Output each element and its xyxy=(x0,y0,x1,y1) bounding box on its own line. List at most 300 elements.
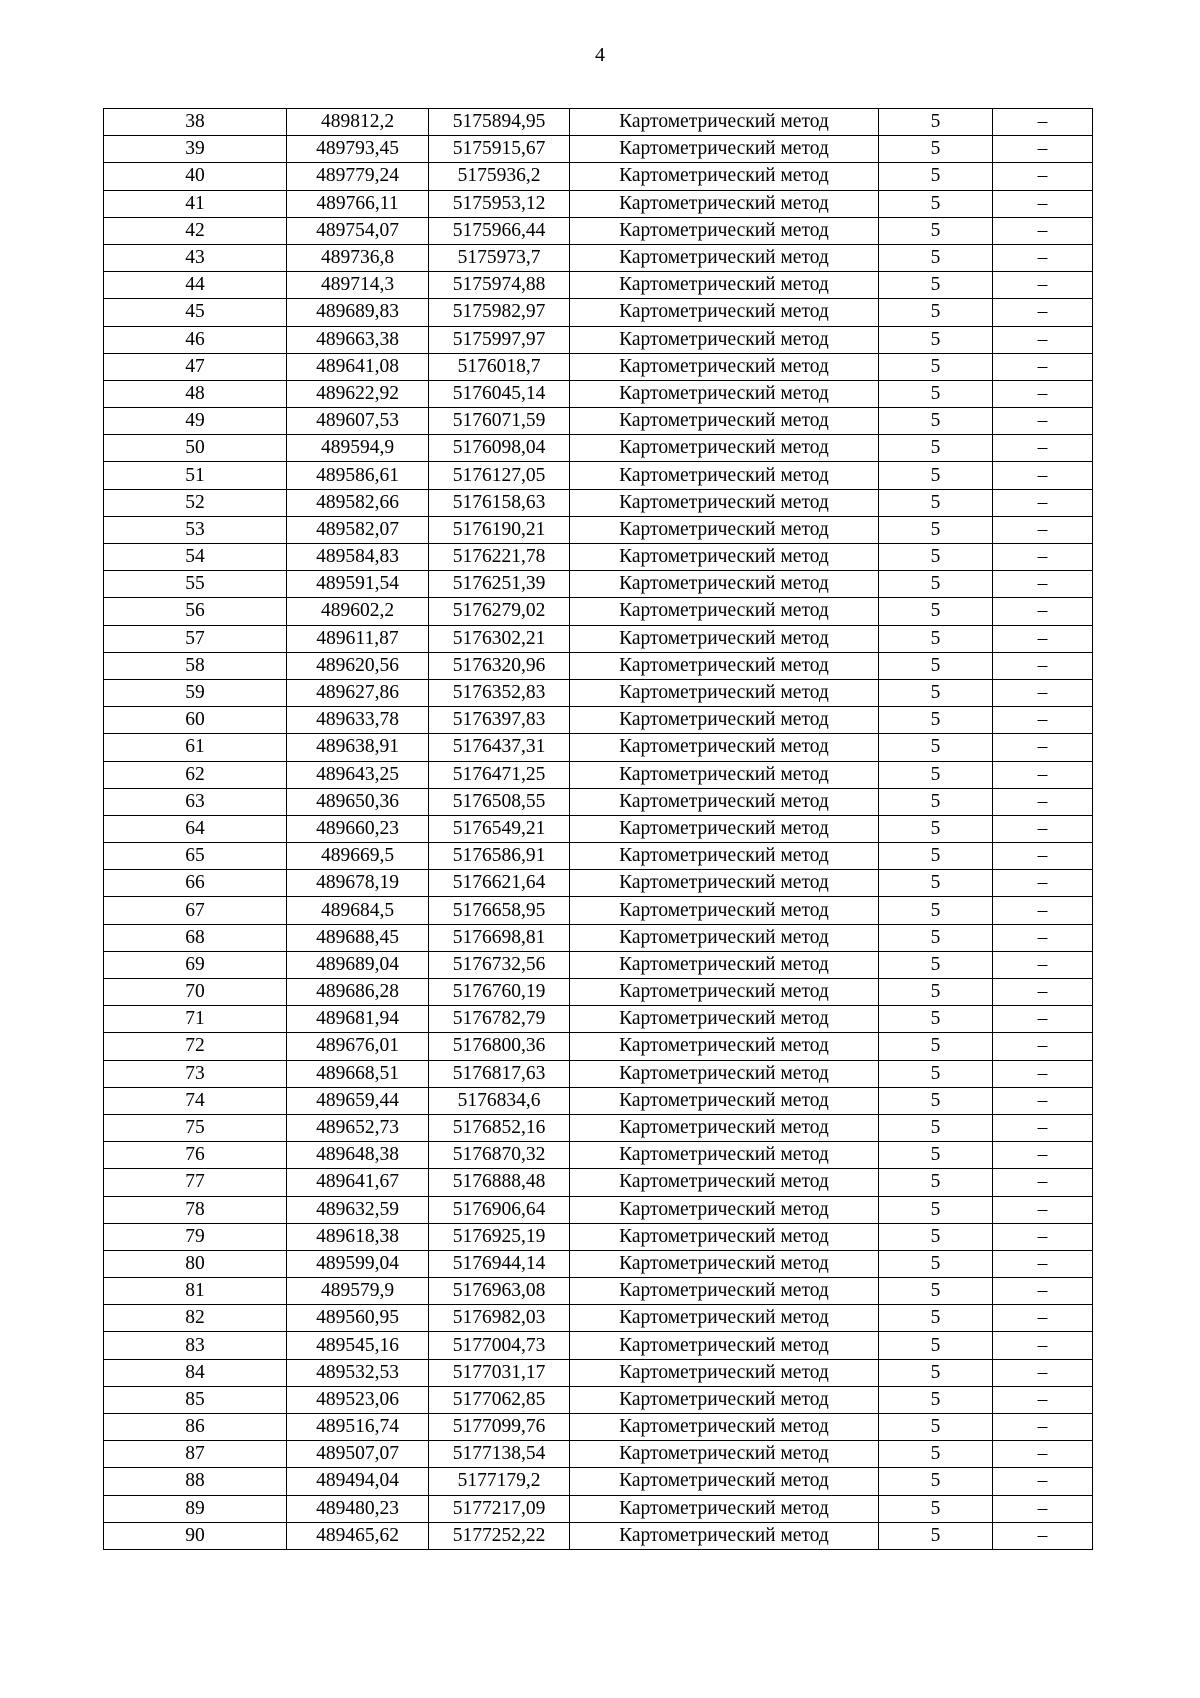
x-coordinate-cell: 489599,04 xyxy=(287,1250,429,1277)
method-cell: Картометрический метод xyxy=(570,870,879,897)
x-coordinate-cell: 489611,87 xyxy=(287,625,429,652)
y-coordinate-cell: 5176397,83 xyxy=(429,707,570,734)
method-cell: Картометрический метод xyxy=(570,1006,879,1033)
x-coordinate-cell: 489736,8 xyxy=(287,244,429,271)
y-coordinate-cell: 5176906,64 xyxy=(429,1196,570,1223)
method-cell: Картометрический метод xyxy=(570,679,879,706)
method-cell: Картометрический метод xyxy=(570,1033,879,1060)
method-cell: Картометрический метод xyxy=(570,1305,879,1332)
point-number-cell: 87 xyxy=(104,1441,287,1468)
point-number-cell: 85 xyxy=(104,1386,287,1413)
method-cell: Картометрический метод xyxy=(570,380,879,407)
x-coordinate-cell: 489638,91 xyxy=(287,734,429,761)
description-cell: – xyxy=(993,707,1093,734)
description-cell: – xyxy=(993,1441,1093,1468)
y-coordinate-cell: 5176760,19 xyxy=(429,979,570,1006)
point-number-cell: 84 xyxy=(104,1359,287,1386)
accuracy-cell: 5 xyxy=(879,897,993,924)
table-row xyxy=(104,979,1093,1006)
accuracy-cell: 5 xyxy=(879,544,993,571)
point-number-cell: 66 xyxy=(104,870,287,897)
accuracy-cell: 5 xyxy=(879,707,993,734)
method-cell: Картометрический метод xyxy=(570,788,879,815)
accuracy-cell: 5 xyxy=(879,734,993,761)
point-number-cell: 81 xyxy=(104,1278,287,1305)
description-cell: – xyxy=(993,843,1093,870)
accuracy-cell: 5 xyxy=(879,1060,993,1087)
method-cell: Картометрический метод xyxy=(570,1359,879,1386)
y-coordinate-cell: 5176782,79 xyxy=(429,1006,570,1033)
description-cell: – xyxy=(993,163,1093,190)
method-cell: Картометрический метод xyxy=(570,815,879,842)
page-number: 4 xyxy=(595,44,605,66)
table-row xyxy=(104,462,1093,489)
point-number-cell: 63 xyxy=(104,788,287,815)
x-coordinate-cell: 489812,2 xyxy=(287,109,429,136)
point-number-cell: 57 xyxy=(104,625,287,652)
accuracy-cell: 5 xyxy=(879,190,993,217)
method-cell: Картометрический метод xyxy=(570,544,879,571)
x-coordinate-cell: 489602,2 xyxy=(287,598,429,625)
y-coordinate-cell: 5175894,95 xyxy=(429,109,570,136)
table-row xyxy=(104,1359,1093,1386)
accuracy-cell: 5 xyxy=(879,1169,993,1196)
accuracy-cell: 5 xyxy=(879,1414,993,1441)
accuracy-cell: 5 xyxy=(879,979,993,1006)
description-cell: – xyxy=(993,353,1093,380)
table-row xyxy=(104,598,1093,625)
method-cell: Картометрический метод xyxy=(570,1196,879,1223)
accuracy-cell: 5 xyxy=(879,1250,993,1277)
y-coordinate-cell: 5175997,97 xyxy=(429,326,570,353)
y-coordinate-cell: 5176437,31 xyxy=(429,734,570,761)
table-row xyxy=(104,707,1093,734)
x-coordinate-cell: 489507,07 xyxy=(287,1441,429,1468)
point-number-cell: 67 xyxy=(104,897,287,924)
x-coordinate-cell: 489660,23 xyxy=(287,815,429,842)
description-cell: – xyxy=(993,625,1093,652)
y-coordinate-cell: 5177138,54 xyxy=(429,1441,570,1468)
point-number-cell: 55 xyxy=(104,571,287,598)
table-row xyxy=(104,435,1093,462)
x-coordinate-cell: 489663,38 xyxy=(287,326,429,353)
accuracy-cell: 5 xyxy=(879,299,993,326)
table-row xyxy=(104,1250,1093,1277)
table-row xyxy=(104,1223,1093,1250)
description-cell: – xyxy=(993,1223,1093,1250)
description-cell: – xyxy=(993,1169,1093,1196)
accuracy-cell: 5 xyxy=(879,870,993,897)
point-number-cell: 52 xyxy=(104,489,287,516)
method-cell: Картометрический метод xyxy=(570,897,879,924)
table-row xyxy=(104,1006,1093,1033)
method-cell: Картометрический метод xyxy=(570,435,879,462)
point-number-cell: 74 xyxy=(104,1087,287,1114)
x-coordinate-cell: 489688,45 xyxy=(287,924,429,951)
point-number-cell: 78 xyxy=(104,1196,287,1223)
method-cell: Картометрический метод xyxy=(570,1468,879,1495)
table-row xyxy=(104,109,1093,136)
point-number-cell: 90 xyxy=(104,1522,287,1549)
point-number-cell: 50 xyxy=(104,435,287,462)
method-cell: Картометрический метод xyxy=(570,1441,879,1468)
y-coordinate-cell: 5175936,2 xyxy=(429,163,570,190)
point-number-cell: 64 xyxy=(104,815,287,842)
table-row xyxy=(104,1196,1093,1223)
point-number-cell: 69 xyxy=(104,951,287,978)
method-cell: Картометрический метод xyxy=(570,734,879,761)
point-number-cell: 82 xyxy=(104,1305,287,1332)
table-row xyxy=(104,1522,1093,1549)
accuracy-cell: 5 xyxy=(879,136,993,163)
x-coordinate-cell: 489532,53 xyxy=(287,1359,429,1386)
table-row xyxy=(104,326,1093,353)
table-row xyxy=(104,272,1093,299)
accuracy-cell: 5 xyxy=(879,244,993,271)
table-row xyxy=(104,1033,1093,1060)
table-row xyxy=(104,951,1093,978)
point-number-cell: 58 xyxy=(104,652,287,679)
y-coordinate-cell: 5176098,04 xyxy=(429,435,570,462)
description-cell: – xyxy=(993,652,1093,679)
description-cell: – xyxy=(993,1250,1093,1277)
y-coordinate-cell: 5176870,32 xyxy=(429,1142,570,1169)
accuracy-cell: 5 xyxy=(879,924,993,951)
method-cell: Картометрический метод xyxy=(570,299,879,326)
point-number-cell: 77 xyxy=(104,1169,287,1196)
description-cell: – xyxy=(993,1196,1093,1223)
method-cell: Картометрический метод xyxy=(570,489,879,516)
method-cell: Картометрический метод xyxy=(570,1169,879,1196)
y-coordinate-cell: 5176320,96 xyxy=(429,652,570,679)
y-coordinate-cell: 5177031,17 xyxy=(429,1359,570,1386)
y-coordinate-cell: 5176944,14 xyxy=(429,1250,570,1277)
y-coordinate-cell: 5177062,85 xyxy=(429,1386,570,1413)
x-coordinate-cell: 489678,19 xyxy=(287,870,429,897)
point-number-cell: 43 xyxy=(104,244,287,271)
x-coordinate-cell: 489591,54 xyxy=(287,571,429,598)
y-coordinate-cell: 5176549,21 xyxy=(429,815,570,842)
x-coordinate-cell: 489689,04 xyxy=(287,951,429,978)
table-row xyxy=(104,516,1093,543)
description-cell: – xyxy=(993,462,1093,489)
y-coordinate-cell: 5177099,76 xyxy=(429,1414,570,1441)
accuracy-cell: 5 xyxy=(879,1359,993,1386)
point-number-cell: 61 xyxy=(104,734,287,761)
point-number-cell: 86 xyxy=(104,1414,287,1441)
y-coordinate-cell: 5176158,63 xyxy=(429,489,570,516)
x-coordinate-cell: 489584,83 xyxy=(287,544,429,571)
table-row xyxy=(104,489,1093,516)
description-cell: – xyxy=(993,489,1093,516)
description-cell: – xyxy=(993,244,1093,271)
table-row xyxy=(104,1114,1093,1141)
point-number-cell: 68 xyxy=(104,924,287,951)
y-coordinate-cell: 5175915,67 xyxy=(429,136,570,163)
method-cell: Картометрический метод xyxy=(570,843,879,870)
y-coordinate-cell: 5176852,16 xyxy=(429,1114,570,1141)
method-cell: Картометрический метод xyxy=(570,408,879,435)
method-cell: Картометрический метод xyxy=(570,1114,879,1141)
point-number-cell: 65 xyxy=(104,843,287,870)
table-row xyxy=(104,353,1093,380)
method-cell: Картометрический метод xyxy=(570,1278,879,1305)
method-cell: Картометрический метод xyxy=(570,217,879,244)
x-coordinate-cell: 489632,59 xyxy=(287,1196,429,1223)
table-row xyxy=(104,1332,1093,1359)
table-row xyxy=(104,408,1093,435)
point-number-cell: 89 xyxy=(104,1495,287,1522)
accuracy-cell: 5 xyxy=(879,1522,993,1549)
accuracy-cell: 5 xyxy=(879,1142,993,1169)
table-row xyxy=(104,1169,1093,1196)
x-coordinate-cell: 489779,24 xyxy=(287,163,429,190)
description-cell: – xyxy=(993,788,1093,815)
description-cell: – xyxy=(993,1468,1093,1495)
method-cell: Картометрический метод xyxy=(570,1386,879,1413)
y-coordinate-cell: 5177004,73 xyxy=(429,1332,570,1359)
x-coordinate-cell: 489586,61 xyxy=(287,462,429,489)
point-number-cell: 88 xyxy=(104,1468,287,1495)
description-cell: – xyxy=(993,571,1093,598)
accuracy-cell: 5 xyxy=(879,109,993,136)
accuracy-cell: 5 xyxy=(879,625,993,652)
table-row xyxy=(104,625,1093,652)
accuracy-cell: 5 xyxy=(879,408,993,435)
description-cell: – xyxy=(993,924,1093,951)
x-coordinate-cell: 489714,3 xyxy=(287,272,429,299)
table-row xyxy=(104,815,1093,842)
point-number-cell: 75 xyxy=(104,1114,287,1141)
description-cell: – xyxy=(993,1522,1093,1549)
accuracy-cell: 5 xyxy=(879,326,993,353)
method-cell: Картометрический метод xyxy=(570,1332,879,1359)
y-coordinate-cell: 5175982,97 xyxy=(429,299,570,326)
method-cell: Картометрический метод xyxy=(570,1522,879,1549)
method-cell: Картометрический метод xyxy=(570,1495,879,1522)
accuracy-cell: 5 xyxy=(879,435,993,462)
table-row xyxy=(104,217,1093,244)
x-coordinate-cell: 489582,66 xyxy=(287,489,429,516)
x-coordinate-cell: 489766,11 xyxy=(287,190,429,217)
x-coordinate-cell: 489627,86 xyxy=(287,679,429,706)
y-coordinate-cell: 5176834,6 xyxy=(429,1087,570,1114)
x-coordinate-cell: 489648,38 xyxy=(287,1142,429,1169)
x-coordinate-cell: 489641,67 xyxy=(287,1169,429,1196)
method-cell: Картометрический метод xyxy=(570,707,879,734)
y-coordinate-cell: 5176621,64 xyxy=(429,870,570,897)
x-coordinate-cell: 489669,5 xyxy=(287,843,429,870)
accuracy-cell: 5 xyxy=(879,1332,993,1359)
accuracy-cell: 5 xyxy=(879,951,993,978)
table-row xyxy=(104,679,1093,706)
description-cell: – xyxy=(993,217,1093,244)
y-coordinate-cell: 5176963,08 xyxy=(429,1278,570,1305)
y-coordinate-cell: 5176251,39 xyxy=(429,571,570,598)
table-row xyxy=(104,1386,1093,1413)
description-cell: – xyxy=(993,979,1093,1006)
description-cell: – xyxy=(993,679,1093,706)
x-coordinate-cell: 489582,07 xyxy=(287,516,429,543)
x-coordinate-cell: 489668,51 xyxy=(287,1060,429,1087)
description-cell: – xyxy=(993,1114,1093,1141)
description-cell: – xyxy=(993,1414,1093,1441)
description-cell: – xyxy=(993,1060,1093,1087)
accuracy-cell: 5 xyxy=(879,1305,993,1332)
description-cell: – xyxy=(993,516,1093,543)
table-row xyxy=(104,924,1093,951)
x-coordinate-cell: 489560,95 xyxy=(287,1305,429,1332)
method-cell: Картометрический метод xyxy=(570,652,879,679)
method-cell: Картометрический метод xyxy=(570,109,879,136)
accuracy-cell: 5 xyxy=(879,788,993,815)
point-number-cell: 40 xyxy=(104,163,287,190)
accuracy-cell: 5 xyxy=(879,1223,993,1250)
description-cell: – xyxy=(993,598,1093,625)
description-cell: – xyxy=(993,1305,1093,1332)
table-row xyxy=(104,380,1093,407)
accuracy-cell: 5 xyxy=(879,679,993,706)
y-coordinate-cell: 5176045,14 xyxy=(429,380,570,407)
x-coordinate-cell: 489684,5 xyxy=(287,897,429,924)
description-cell: – xyxy=(993,136,1093,163)
x-coordinate-cell: 489516,74 xyxy=(287,1414,429,1441)
y-coordinate-cell: 5176018,7 xyxy=(429,353,570,380)
table-row xyxy=(104,1441,1093,1468)
description-cell: – xyxy=(993,1087,1093,1114)
description-cell: – xyxy=(993,1332,1093,1359)
table-row xyxy=(104,136,1093,163)
table-row xyxy=(104,1087,1093,1114)
point-number-cell: 42 xyxy=(104,217,287,244)
point-number-cell: 48 xyxy=(104,380,287,407)
accuracy-cell: 5 xyxy=(879,462,993,489)
description-cell: – xyxy=(993,190,1093,217)
table-row xyxy=(104,843,1093,870)
accuracy-cell: 5 xyxy=(879,163,993,190)
x-coordinate-cell: 489607,53 xyxy=(287,408,429,435)
x-coordinate-cell: 489523,06 xyxy=(287,1386,429,1413)
method-cell: Картометрический метод xyxy=(570,1087,879,1114)
accuracy-cell: 5 xyxy=(879,1196,993,1223)
table-row xyxy=(104,571,1093,598)
accuracy-cell: 5 xyxy=(879,1386,993,1413)
description-cell: – xyxy=(993,734,1093,761)
y-coordinate-cell: 5176925,19 xyxy=(429,1223,570,1250)
description-cell: – xyxy=(993,408,1093,435)
y-coordinate-cell: 5177179,2 xyxy=(429,1468,570,1495)
y-coordinate-cell: 5176352,83 xyxy=(429,679,570,706)
y-coordinate-cell: 5176302,21 xyxy=(429,625,570,652)
table-row xyxy=(104,244,1093,271)
method-cell: Картометрический метод xyxy=(570,272,879,299)
y-coordinate-cell: 5176800,36 xyxy=(429,1033,570,1060)
method-cell: Картометрический метод xyxy=(570,244,879,271)
accuracy-cell: 5 xyxy=(879,571,993,598)
y-coordinate-cell: 5176127,05 xyxy=(429,462,570,489)
point-number-cell: 41 xyxy=(104,190,287,217)
description-cell: – xyxy=(993,299,1093,326)
point-number-cell: 53 xyxy=(104,516,287,543)
x-coordinate-cell: 489686,28 xyxy=(287,979,429,1006)
x-coordinate-cell: 489594,9 xyxy=(287,435,429,462)
x-coordinate-cell: 489676,01 xyxy=(287,1033,429,1060)
x-coordinate-cell: 489545,16 xyxy=(287,1332,429,1359)
x-coordinate-cell: 489643,25 xyxy=(287,761,429,788)
x-coordinate-cell: 489650,36 xyxy=(287,788,429,815)
method-cell: Картометрический метод xyxy=(570,1223,879,1250)
point-number-cell: 39 xyxy=(104,136,287,163)
method-cell: Картометрический метод xyxy=(570,1414,879,1441)
table-row xyxy=(104,1305,1093,1332)
accuracy-cell: 5 xyxy=(879,1033,993,1060)
table-row xyxy=(104,1495,1093,1522)
description-cell: – xyxy=(993,951,1093,978)
y-coordinate-cell: 5176698,81 xyxy=(429,924,570,951)
description-cell: – xyxy=(993,380,1093,407)
description-cell: – xyxy=(993,1142,1093,1169)
accuracy-cell: 5 xyxy=(879,1441,993,1468)
point-number-cell: 79 xyxy=(104,1223,287,1250)
x-coordinate-cell: 489465,62 xyxy=(287,1522,429,1549)
y-coordinate-cell: 5177217,09 xyxy=(429,1495,570,1522)
point-number-cell: 44 xyxy=(104,272,287,299)
point-number-cell: 72 xyxy=(104,1033,287,1060)
description-cell: – xyxy=(993,1033,1093,1060)
accuracy-cell: 5 xyxy=(879,272,993,299)
point-number-cell: 70 xyxy=(104,979,287,1006)
table-row xyxy=(104,761,1093,788)
accuracy-cell: 5 xyxy=(879,1468,993,1495)
point-number-cell: 76 xyxy=(104,1142,287,1169)
x-coordinate-cell: 489579,9 xyxy=(287,1278,429,1305)
y-coordinate-cell: 5176190,21 xyxy=(429,516,570,543)
y-coordinate-cell: 5176471,25 xyxy=(429,761,570,788)
y-coordinate-cell: 5176732,56 xyxy=(429,951,570,978)
method-cell: Картометрический метод xyxy=(570,136,879,163)
x-coordinate-cell: 489618,38 xyxy=(287,1223,429,1250)
table-row xyxy=(104,163,1093,190)
point-number-cell: 49 xyxy=(104,408,287,435)
point-number-cell: 60 xyxy=(104,707,287,734)
y-coordinate-cell: 5176221,78 xyxy=(429,544,570,571)
table-row xyxy=(104,1142,1093,1169)
y-coordinate-cell: 5176586,91 xyxy=(429,843,570,870)
description-cell: – xyxy=(993,1386,1093,1413)
accuracy-cell: 5 xyxy=(879,516,993,543)
y-coordinate-cell: 5175974,88 xyxy=(429,272,570,299)
y-coordinate-cell: 5175973,7 xyxy=(429,244,570,271)
method-cell: Картометрический метод xyxy=(570,598,879,625)
method-cell: Картометрический метод xyxy=(570,924,879,951)
y-coordinate-cell: 5176658,95 xyxy=(429,897,570,924)
table-row xyxy=(104,734,1093,761)
description-cell: – xyxy=(993,870,1093,897)
coordinates-table xyxy=(103,108,1093,1550)
point-number-cell: 54 xyxy=(104,544,287,571)
description-cell: – xyxy=(993,1495,1093,1522)
description-cell: – xyxy=(993,435,1093,462)
table-row xyxy=(104,544,1093,571)
description-cell: – xyxy=(993,1359,1093,1386)
point-number-cell: 47 xyxy=(104,353,287,380)
x-coordinate-cell: 489652,73 xyxy=(287,1114,429,1141)
x-coordinate-cell: 489689,83 xyxy=(287,299,429,326)
method-cell: Картометрический метод xyxy=(570,353,879,380)
point-number-cell: 51 xyxy=(104,462,287,489)
accuracy-cell: 5 xyxy=(879,815,993,842)
accuracy-cell: 5 xyxy=(879,761,993,788)
